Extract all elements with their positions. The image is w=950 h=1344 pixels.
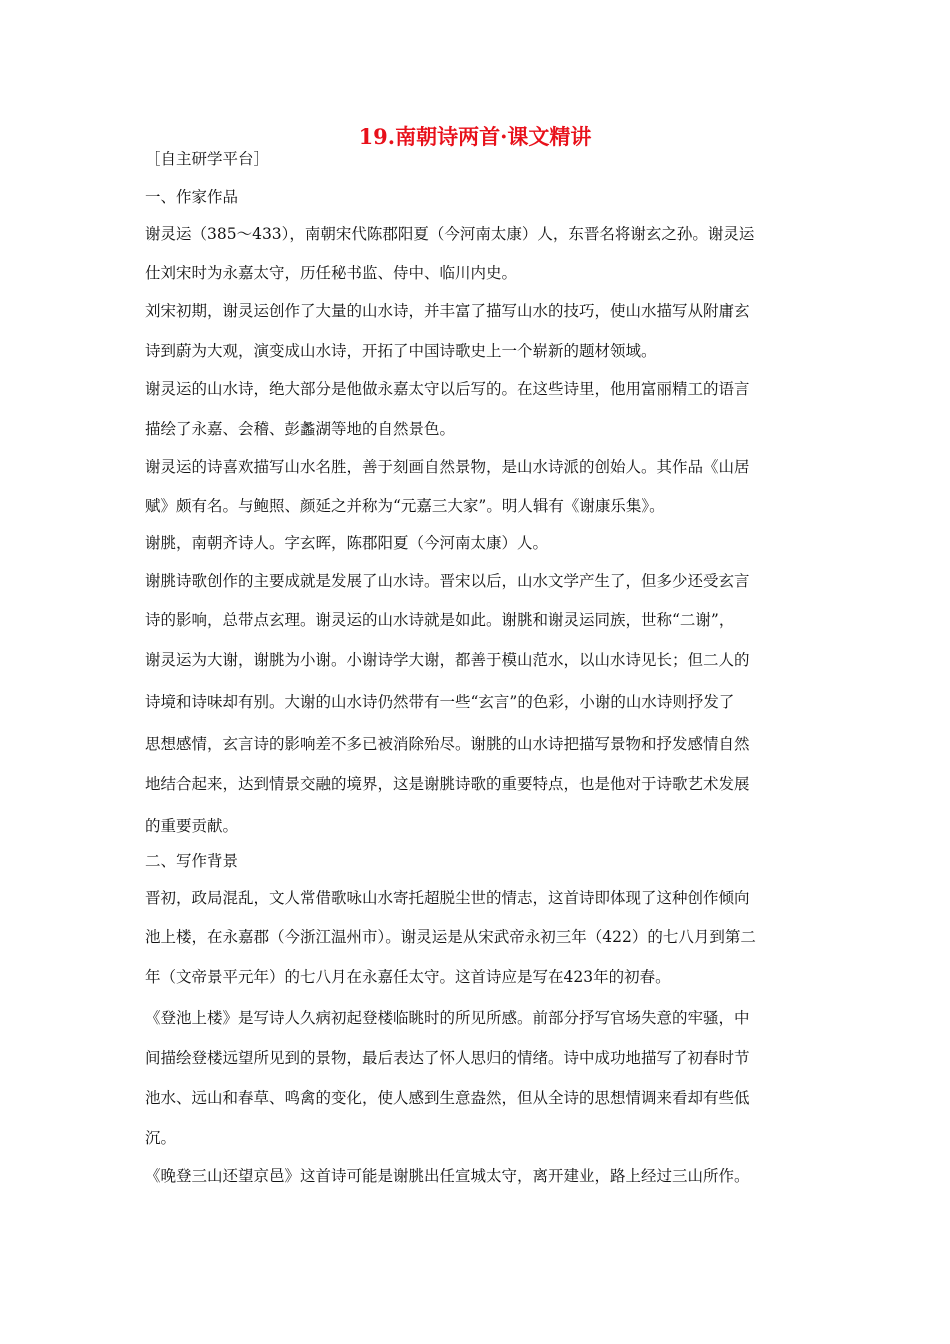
text-line: 思想感情，玄言诗的影响差不多已被消除殆尽。谢朓的山水诗把描写景物和抒发感情自然 [145, 735, 750, 753]
text-line: 间描绘登楼远望所见到的景物，最后表达了怀人思归的情绪。诗中成功地描写了初春时节 [145, 1049, 750, 1067]
text-line: 谢朓，南朝齐诗人。字玄晖，陈郡阳夏（今河南太康）人。 [145, 534, 549, 552]
text-line: 谢灵运的诗喜欢描写山水名胜，善于刻画自然景物，是山水诗派的创始人。其作品《山居 [145, 458, 750, 476]
text-line: 的重要贡献。 [145, 817, 239, 835]
text-line: 池上楼，在永嘉郡（今浙江温州市）。谢灵运是从宋武帝永初三年（422）的七八月到第二 [145, 928, 756, 946]
text-line: 地结合起来，达到情景交融的境界，这是谢朓诗歌的重要特点，也是他对于诗歌艺术发展 [145, 775, 750, 793]
text-line: 诗到蔚为大观，演变成山水诗，开拓了中国诗歌史上一个崭新的题材领域。 [145, 342, 657, 360]
text-line: 谢灵运的山水诗，绝大部分是他做永嘉太守以后写的。在这些诗里，他用富丽精工的语言 [145, 380, 750, 398]
text-line: 仕刘宋时为永嘉太守，历任秘书监、侍中、临川内史。 [145, 264, 518, 282]
text-line: 刘宋初期，谢灵运创作了大量的山水诗，并丰富了描写山水的技巧，使山水描写从附庸玄 [145, 302, 750, 320]
document-title: 19.南朝诗两首·课文精讲 [358, 124, 592, 149]
text-line: 赋》颇有名。与鲍照、颜延之并称为“元嘉三大家”。明人辑有《谢康乐集》。 [145, 497, 665, 515]
text-line: 《晚登三山还望京邑》这首诗可能是谢朓出任宣城太守，离开建业，路上经过三山所作。 [145, 1167, 750, 1185]
section-heading: 二、写作背景 [145, 852, 239, 870]
text-line: 年（文帝景平元年）的七八月在永嘉任太守。这首诗应是写在423年的初春。 [145, 968, 671, 986]
text-line: 晋初，政局混乱，文人常借歌咏山水寄托超脱尘世的情志，这首诗即体现了这种创作倾向 [145, 889, 750, 907]
section-heading: 一、作家作品 [145, 188, 239, 206]
text-line: 描绘了永嘉、会稽、彭蠡湖等地的自然景色。 [145, 420, 456, 438]
section-label: ［自主研学平台］ [145, 150, 270, 168]
text-line: 《登池上楼》是写诗人久病初起登楼临眺时的所见所感。前部分抒写官场失意的牢骚，中 [145, 1009, 750, 1027]
text-line: 谢朓诗歌创作的主要成就是发展了山水诗。晋宋以后，山水文学产生了，但多少还受玄言 [145, 572, 750, 590]
text-line: 池水、远山和春草、鸣禽的变化，使人感到生意盎然，但从全诗的思想情调来看却有些低 [145, 1089, 750, 1107]
text-line: 诗境和诗味却有别。大谢的山水诗仍然带有一些“玄言”的色彩，小谢的山水诗则抒发了 [145, 693, 735, 711]
text-line: 谢灵运（385～433），南朝宋代陈郡阳夏（今河南太康）人，东晋名将谢玄之孙。谢灵运 [145, 225, 755, 243]
text-line: 沉。 [145, 1129, 177, 1147]
text-line: 谢灵运为大谢，谢朓为小谢。小谢诗学大谢，都善于模山范水，以山水诗见长；但二人的 [145, 651, 750, 669]
text-line: 诗的影响，总带点玄理。谢灵运的山水诗就是如此。谢朓和谢灵运同族，世称“二谢”， [145, 611, 735, 629]
